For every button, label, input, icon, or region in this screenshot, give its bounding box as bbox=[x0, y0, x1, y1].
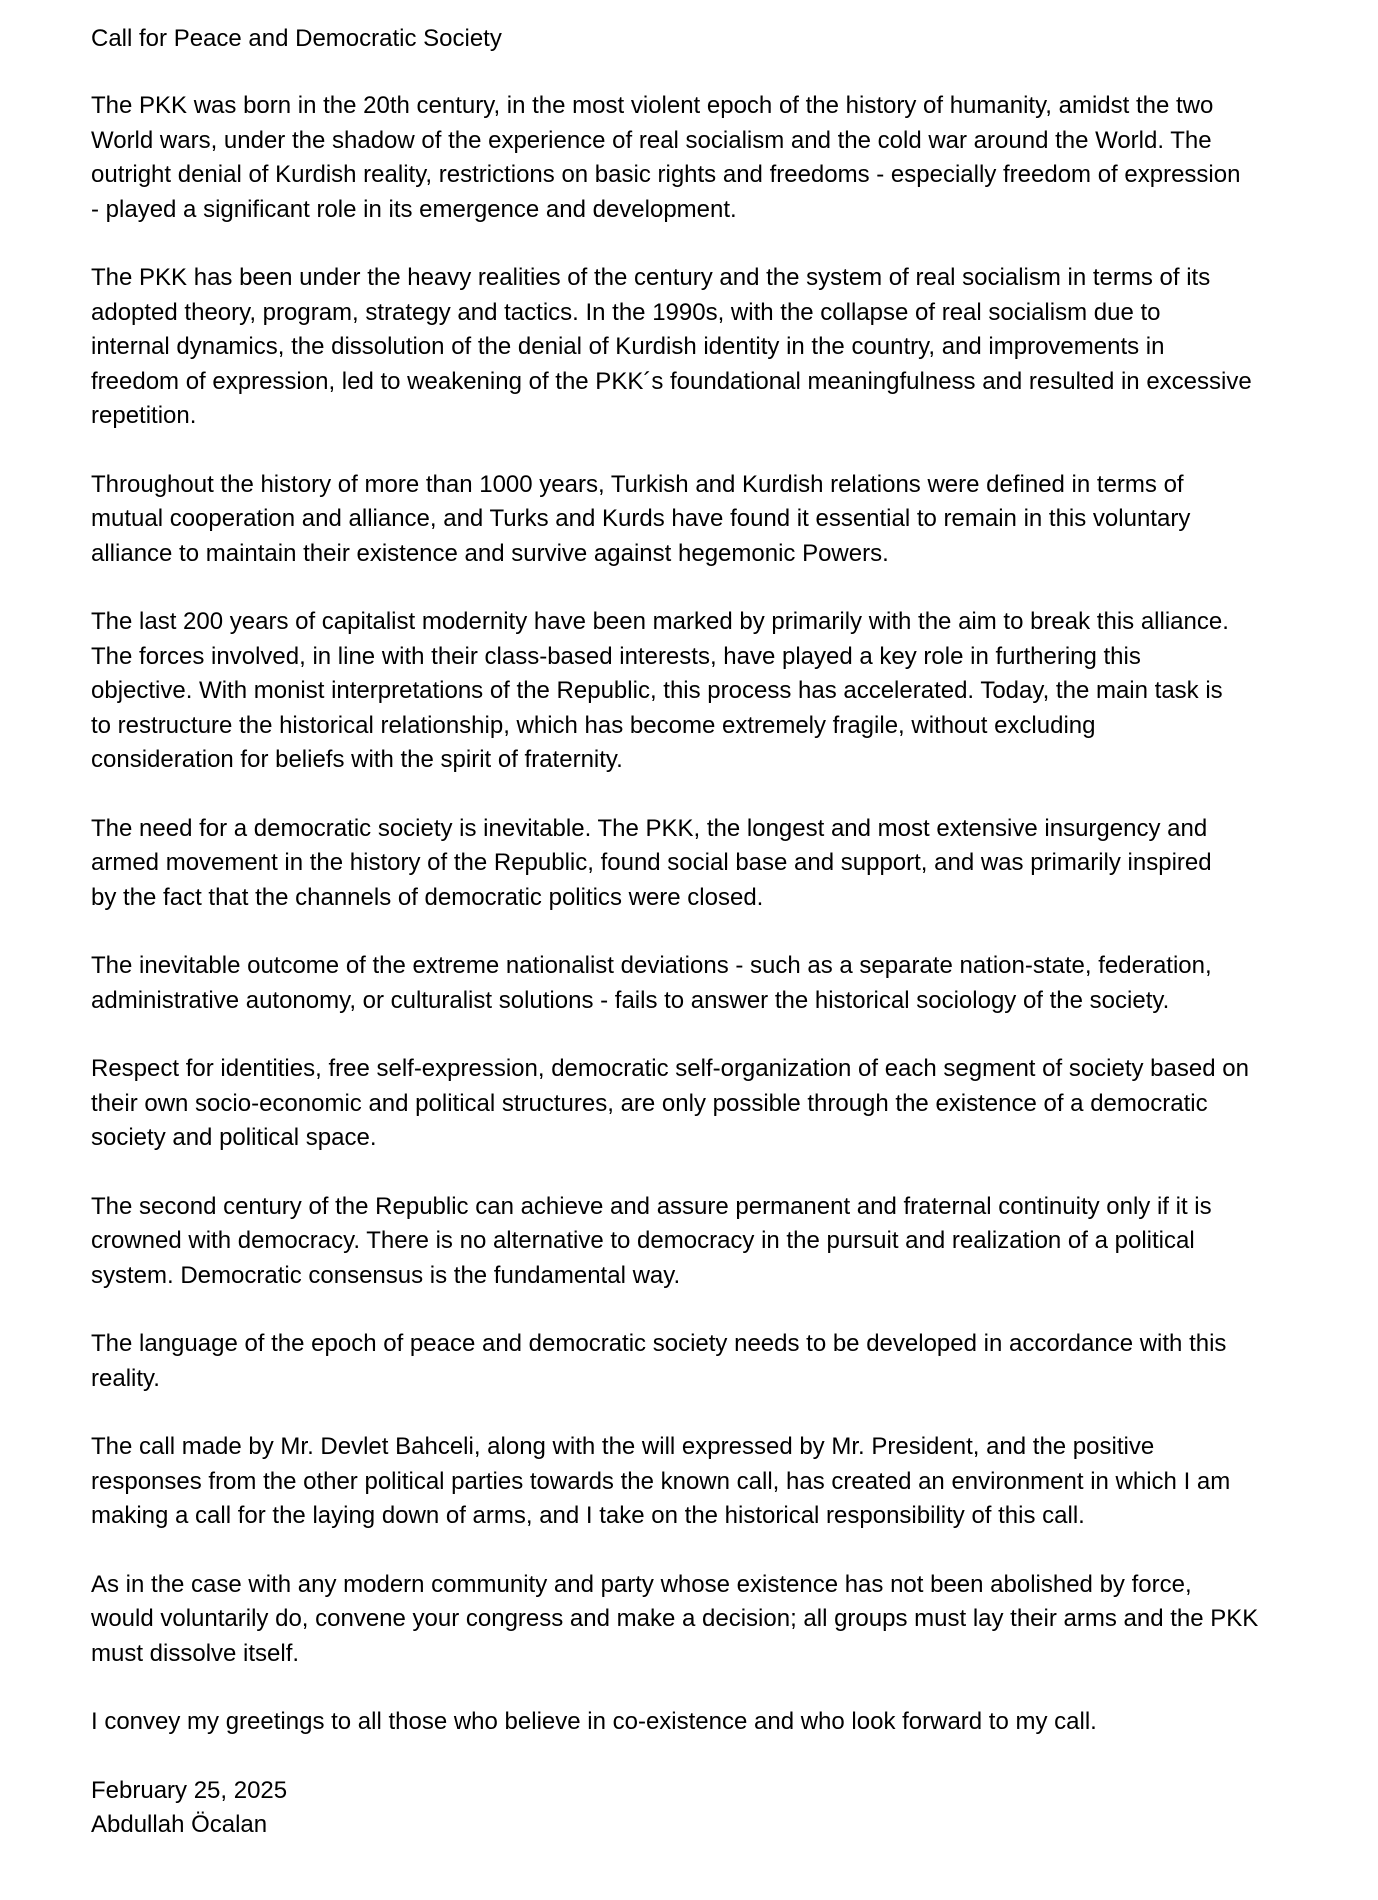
signature-author: Abdullah Öcalan bbox=[91, 1811, 268, 1838]
document-page bbox=[91, 22, 1361, 1843]
paragraph-6: The inevitable outcome of the extreme nationalist deviations - such as a separate nation-state, federation, administrative autonomy, or culturalist solutions - fails to answer the historical sociology of the society. bbox=[91, 952, 1212, 1014]
paragraph-1: The PKK was born in the 20th century, in the most violent epoch of the history of humanity, amidst the two World wars, under the shadow of the experience of real socialism and the cold war around the World. The outright denial of Kurdish reality, restrictions on basic rights and freedoms - especially freedom of expression - played a significant role in its emergence and development. bbox=[91, 92, 1241, 223]
paragraph-5: The need for a democratic society is inevitable. The PKK, the longest and most extensive insurgency and armed movement in the history of the Republic, found social base and support, and was primarily inspired by the fact that the channels of democratic politics were closed. bbox=[91, 814, 1212, 911]
paragraph-10: The call made by Mr. Devlet Bahceli, along with the will expressed by Mr. President, and the positive responses from the other political parties towards the known call, has created an environment in which I am making a call for the laying down of arms, and I take on the historical responsibility of this call. bbox=[91, 1433, 1231, 1529]
signature-date: February 25, 2025 bbox=[91, 1776, 288, 1804]
paragraph-11: As in the case with any modern community and party whose existence has not been abolished by force, would voluntarily do, convene your congress and make a decision; all groups must lay their arms and the PKK must dissolve itself. bbox=[91, 1570, 1259, 1667]
paragraph-8: The second century of the Republic can achieve and assure permanent and fraternal continuity only if it is crowned with democracy. There is no alternative to democracy in the pursuit and realization of a political system. Democratic consensus is the fundamental way. bbox=[91, 1192, 1212, 1289]
paragraph-9: The language of the epoch of peace and democratic society needs to be developed in accordance with this reality. bbox=[91, 1330, 1227, 1392]
document-title: Call for Peace and Democratic Society bbox=[91, 25, 502, 52]
paragraph-3: Throughout the history of more than 1000 years, Turkish and Kurdish relations were defined in terms of mutual cooperation and alliance, and Turks and Kurds have found it essential to remain in this voluntary alliance to maintain their existence and survive against hegemonic Powers. bbox=[91, 470, 1191, 567]
paragraph-7: Respect for identities, free self-expression, democratic self-organization of each segment of society based on their own socio-economic and political structures, are only possible through the existence of a democratic society and political space. bbox=[91, 1055, 1249, 1151]
paragraph-12: I convey my greetings to all those who believe in co-existence and who look forward to my call. bbox=[91, 1708, 1097, 1735]
paragraph-4: The last 200 years of capitalist modernity have been marked by primarily with the aim to break this alliance. The forces involved, in line with their class-based interests, have played a key role in furthering this objective. With monist interpretations of the Republic, this process has accelerated. Today, the main task is to restructure the historical relationship, which has become extremely fragile, without excluding consideration for beliefs with the spirit of fraternity. bbox=[91, 608, 1229, 773]
paragraph-2: The PKK has been under the heavy realities of the century and the system of real socialism in terms of its adopted theory, program, strategy and tactics. In the 1990s, with the collapse of real socialism due to internal dynamics, the dissolution of the denial of Kurdish identity in the country, and improvements in freedom of expression, led to weakening of the PKK´s foundational meaningfulness and resulted in excessive repetition. bbox=[91, 264, 1252, 429]
signature-block bbox=[91, 1774, 1361, 1843]
